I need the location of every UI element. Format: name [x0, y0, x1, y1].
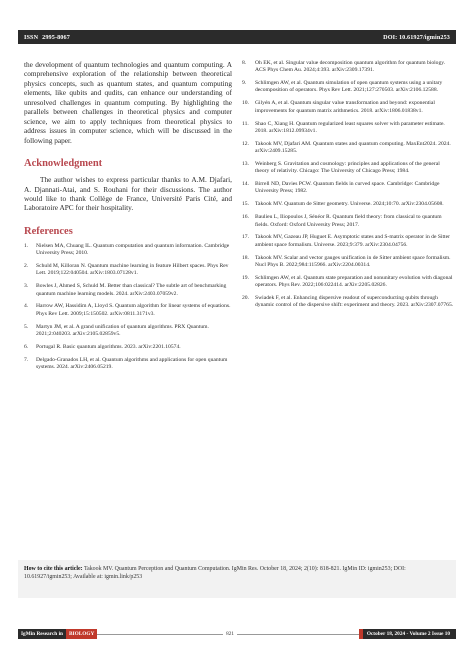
- reference-item: [242, 80, 454, 95]
- reference-text: Shao C, Xiang H. Quantum regularized least squares solver with parameter estimate. 2018. arXiv:1812.09934v1.: [255, 120, 445, 134]
- reference-text: Oh EK, et al. Singular value decomposition quantum algorithm for quantum biology. ACS Phys Chem Au. 2024;4:393. arXiv:2309.17391.: [255, 60, 446, 74]
- reference-number: 7.: [24, 356, 29, 363]
- footer-issue: [363, 629, 456, 639]
- reference-number: 19.: [242, 274, 249, 281]
- reference-text: Baulieu L, Iliopoulos J, Sénéor R. Quantum field theory: from classical to quantum fields. Oxford: Oxford University Press; 2017.: [255, 214, 442, 228]
- reference-item: [242, 100, 454, 115]
- acknowledgment-text: The author wishes to express particular thanks to A.M. Djafari, A. Djannati-Atai, and S. Rouhani for their discussions. The author would like to thank Collège de France, Université Paris Cité, and Laboratoire APC for their hospitality.: [24, 175, 232, 213]
- reference-item: [242, 161, 454, 176]
- reference-number: 9.: [242, 80, 247, 87]
- reference-number: 18.: [242, 254, 249, 261]
- references-heading: References: [24, 225, 73, 237]
- reference-item: [24, 243, 232, 258]
- reference-text: Takook MV, Djafari AM. Quantum states and quantum computing. MaxEnt2024. 2024. arXiv:2409.15285.: [255, 140, 451, 155]
- reference-number: 12.: [242, 140, 249, 147]
- reference-number: 2.: [24, 263, 29, 270]
- reference-text: Martyn JM, et al. A grand unification of quantum algorithms. PRX Quantum. 2021;2:040203. arXiv:2105.02859v5.: [36, 323, 209, 337]
- reference-number: 5.: [24, 323, 29, 330]
- reference-number: 16.: [242, 214, 249, 221]
- footer-issue-marker: [359, 629, 363, 639]
- reference-item: [242, 121, 454, 136]
- reference-text: Takook MV. Quantum de Sitter geometry. Universe. 2024;10:70. arXiv:2304.05608.: [255, 201, 444, 208]
- reference-text: Nielsen MA, Chuang IL. Quantum computation and quantum information. Cambridge University Press; 2010.: [36, 242, 230, 257]
- citation-box: [18, 560, 456, 598]
- reference-text: Harrow AW, Hassidim A, Lloyd S. Quantum algorithm for linear systems of equations. Phys Rev Lett. 2009;15:150502. arXiv:0811.3171v3.: [36, 303, 231, 317]
- doi-link[interactable]: DOI: 10.61927/igmin253: [383, 33, 450, 41]
- reference-text: Schlimgen AW, et al. Quantum simulation of open quantum systems using a unitary decomposition of operators. Phys Rev Lett. 2021;127:270503. arXiv:2106.12588.: [255, 80, 443, 94]
- intro-paragraph: the development of quantum technologies and quantum computing. A comprehensive exploration of the relationship between theoretical physics concepts, such as quantum states, and quantum computing elements, like qubits and qudits, can enhance our understanding of unresolved challenges in quantum computing. By highlighting the parallels between challenges in theoretical physics and computer science, we aim to apply techniques from theoretical physics to address issues in computer science, which will be discussed in the following paper.: [24, 60, 232, 145]
- left-column: [24, 60, 232, 377]
- footer-divider-right: [237, 634, 363, 635]
- footer-brand-tag: BIOLOGY: [66, 629, 97, 639]
- reference-number: 1.: [24, 242, 29, 249]
- reference-item: [24, 324, 232, 339]
- right-column: [242, 60, 454, 315]
- reference-number: 17.: [242, 234, 249, 241]
- acknowledgment-heading: Acknowledgment: [24, 158, 103, 170]
- reference-number: 6.: [24, 343, 29, 350]
- reference-item: [24, 263, 232, 278]
- reference-text: Takook MV, Gazeau JP, Huguet E. Asymptotic states and S-matrix operator in de Sitter ambient space formalism. Universe. 2023;9:379. arXiv:2304.04756.: [255, 234, 450, 248]
- reference-item: [242, 295, 454, 310]
- reference-number: 8.: [242, 60, 247, 66]
- reference-item: [24, 303, 232, 318]
- reference-item: [242, 255, 454, 270]
- reference-number: 15.: [242, 201, 249, 208]
- footer-issue-text: October 18, 2024 - Volume 2 Issue 10: [366, 631, 451, 637]
- footer-divider-left: [97, 634, 223, 635]
- reference-number: 11.: [242, 120, 249, 127]
- reference-text: Weinberg S. Gravitation and cosmology: principles and applications of the general theory of relativity. Chicago: The University of Chicago Press; 1984.: [255, 160, 440, 175]
- reference-item: [24, 283, 232, 298]
- issn-label: ISSN: [24, 33, 39, 41]
- reference-item: [24, 357, 232, 372]
- header-bar: [18, 30, 456, 44]
- reference-text: Schuld M, Killoran N. Quantum machine learning in feature Hilbert spaces. Phys Rev Lett. 2019;122:040504. arXiv:1803.07128v1.: [36, 263, 229, 277]
- page-number: 821: [226, 631, 235, 637]
- reference-number: 14.: [242, 181, 249, 188]
- reference-list-left: [24, 243, 232, 371]
- reference-item: [242, 234, 454, 249]
- reference-text: Gilyén A, et al. Quantum singular value transformation and beyond: exponential improvements for quantum matrix arithmetics. 2018. arXiv:1806.01838v1.: [255, 100, 435, 114]
- reference-list-right: [242, 60, 454, 310]
- reference-text: Swiadek F, et al. Enhancing dispersive readout of superconducting qubits through dynamic control of the dispersive shift: experiment and theory. 2023. arXiv:2307.07765.: [255, 294, 454, 309]
- reference-number: 20.: [242, 294, 249, 301]
- reference-item: [242, 141, 454, 156]
- reference-text: Birrell ND, Davies PCW. Quantum fields in curved space. Cambridge: Cambridge University Press; 1982.: [255, 181, 440, 195]
- reference-item: [24, 344, 232, 351]
- reference-text: Schlimgen AW, et al. Quantum state preparation and nonunitary evolution with diagonal operators. Phys Rev. 2022;106:022414. arXiv:2205.02826.: [255, 274, 453, 289]
- footer-brand: IgMin Research in: [18, 629, 66, 639]
- citation-label: How to cite this article:: [24, 566, 83, 572]
- reference-text: Bowles J, Ahmed S, Schuld M. Better than classical? The subtle art of benchmarking quantum machine learning models. 2024. arXiv:2403.07059v2.: [36, 283, 227, 297]
- reference-text: Takook MV. Scalar and vector gauges unification in de Sitter ambient space formalism. Nucl Phys B. 2022;984:115966. arXiv:2204.00314.: [255, 254, 451, 268]
- reference-number: 3.: [24, 283, 29, 290]
- reference-text: Portugal R. Basic quantum algorithms. 2023. arXiv:2201.10574.: [36, 343, 181, 350]
- reference-item: [242, 275, 454, 290]
- reference-item: [242, 201, 454, 208]
- issn-block: [24, 34, 70, 41]
- issn-value: 2995-8067: [42, 33, 70, 41]
- reference-item: [242, 214, 454, 229]
- reference-number: 10.: [242, 100, 249, 107]
- reference-text: Delgado-Granados LH, et al. Quantum algorithms and applications for open quantum systems. 2024. arXiv:2406.05219.: [36, 356, 228, 371]
- footer-bar: [18, 628, 456, 640]
- reference-number: 13.: [242, 160, 249, 167]
- citation-text: Takook MV. Quantum Perception and Quantum Computation. IgMin Res. October 18, 2024; 2(10): 818-821. IgMin ID: igmin253; DOI: 10.61927/igmin253; Available at: igmin.link/p253: [24, 566, 406, 581]
- reference-item: [242, 181, 454, 196]
- reference-item: [242, 60, 454, 75]
- reference-number: 4.: [24, 303, 29, 310]
